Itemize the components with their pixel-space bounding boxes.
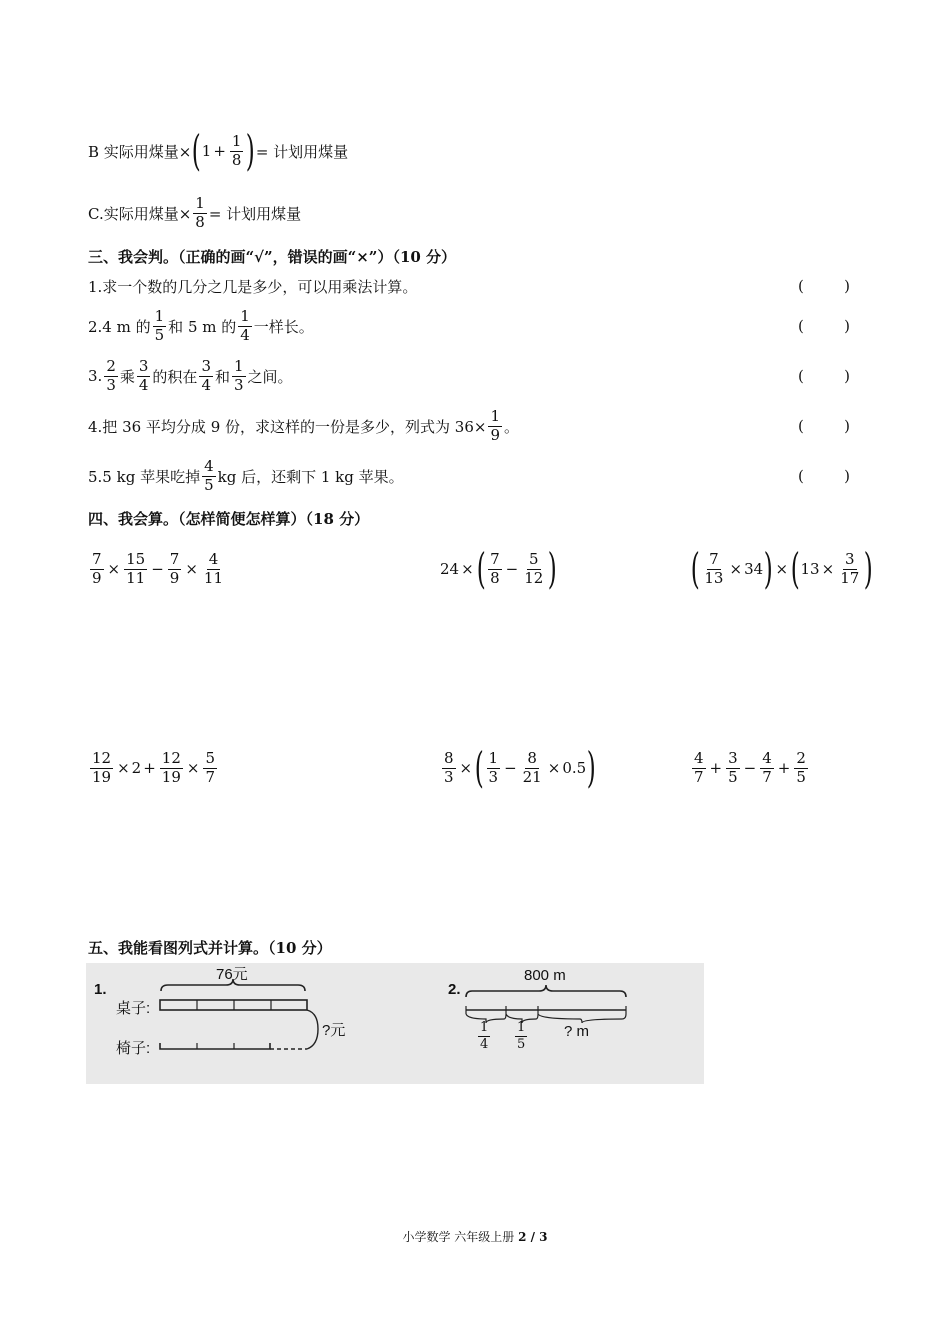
fig2-total: 800 m	[524, 967, 566, 984]
fig2-question: ? m	[564, 1023, 590, 1040]
fraction: $\frac{1}{9}$	[490, 406, 500, 444]
answer-bracket-4[interactable]: ( )	[798, 417, 850, 435]
fig1-total: 76元	[216, 966, 248, 983]
fig1-row2-label: 椅子:	[116, 1040, 151, 1057]
section5-title: 五、我能看图列式并计算。（10 分）	[88, 939, 332, 957]
fraction: $\frac{1}{8}$	[195, 193, 205, 231]
fraction: $\frac{1}{4}$	[240, 306, 250, 344]
footer-text: 小学数学 六年级上册	[402, 1230, 519, 1244]
answer-bracket-1[interactable]: ( )	[798, 277, 850, 295]
answer-bracket-5[interactable]: ( )	[798, 467, 850, 485]
paren-open: (	[192, 126, 202, 175]
calc-expr-1: $\frac{7}{9}$ × $\frac{15}{11}$ − $\frac{7}{9}$ × $\frac{4}{11}$	[92, 549, 224, 587]
judge-item-2: 2.4 m 的 $\frac{1}{5}$ 和 5 m 的 $\frac{1}{4}$ 一样长。	[88, 306, 314, 344]
option-b	[88, 126, 349, 175]
calc-expr-6: $\frac{4}{7}$ + $\frac{3}{5}$ − $\frac{4}{7}$ + $\frac{2}{5}$	[694, 748, 806, 786]
fraction: $\frac{3}{4}$	[201, 356, 211, 394]
fig1-row1-label: 桌子:	[116, 1000, 151, 1017]
fig1-question: ?元	[322, 1022, 346, 1039]
fig2-number: 2.	[448, 981, 461, 998]
option-c-suffix: = 计划用煤量	[208, 204, 302, 223]
fig2-fraction-2: $\frac{1}{5}$	[517, 1020, 526, 1052]
page-footer	[0, 1228, 950, 1245]
calc-expr-4: $\frac{12}{19}$ × 2 + $\frac{12}{19}$ × $\frac{5}{7}$	[92, 748, 216, 786]
page-number: 2 / 3	[518, 1230, 548, 1244]
fraction: $\frac{3}{4}$	[138, 356, 149, 394]
diagram-photo	[86, 963, 704, 1084]
judge-item-text: 1.求一个数的几分之几是多少，可以用乘法计算。	[88, 277, 418, 296]
section4-title: 四、我会算。（怎样简便怎样算）（18 分）	[88, 510, 370, 528]
option-c-text: C.实际用煤量×	[88, 204, 192, 223]
calc-expr-3: ( $\frac{7}{13}$ × 34 ) × ( 13 × $\frac{3}{17}$ )	[690, 544, 873, 593]
answer-bracket-3[interactable]: ( )	[798, 367, 850, 385]
diagram-lines	[86, 963, 704, 1084]
option-b-text: B 实际用煤量×	[88, 142, 192, 161]
fraction: $\frac{1}{8}$	[231, 131, 242, 169]
fig2-fraction-1: $\frac{1}{4}$	[480, 1020, 489, 1052]
judge-item-5: 5.5 kg 苹果吃掉 $\frac{4}{5}$ kg 后，还剩下 1 kg 苹果。	[88, 456, 404, 494]
number: 1	[201, 142, 212, 160]
plus-sign: +	[213, 142, 226, 160]
fraction: $\frac{1}{3}$	[234, 356, 244, 394]
judge-item-4: 4.把 36 平均分成 9 份，求这样的一份是多少，列式为 36× $\frac{1}{9}$ 。	[88, 406, 520, 444]
option-b-suffix: = 计划用煤量	[255, 142, 349, 161]
calc-expr-2: 24 × ( $\frac{7}{8}$ − $\frac{5}{12}$ )	[440, 544, 557, 593]
section3-title: 三、我会判。（正确的画“√”，错误的画“×”）（10 分）	[88, 248, 457, 266]
judge-item-1	[88, 266, 417, 306]
judge-item-3: 3. $\frac{2}{3}$ 乘 $\frac{3}{4}$ 的积在 $\frac{3}{4}$ 和 $\frac{1}{3}$ 之间。	[88, 356, 293, 394]
fraction: $\frac{4}{5}$	[204, 456, 214, 494]
fraction: $\frac{1}{5}$	[154, 306, 165, 344]
fig1-number: 1.	[94, 981, 107, 998]
answer-bracket-2[interactable]: ( )	[798, 317, 850, 335]
paren-close: )	[246, 126, 256, 175]
option-c	[88, 193, 301, 233]
calc-expr-5: $\frac{8}{3}$ × ( $\frac{1}{3}$ − $\frac{8}{21}$ × 0.5 )	[444, 743, 596, 792]
fraction: $\frac{2}{3}$	[106, 356, 116, 394]
